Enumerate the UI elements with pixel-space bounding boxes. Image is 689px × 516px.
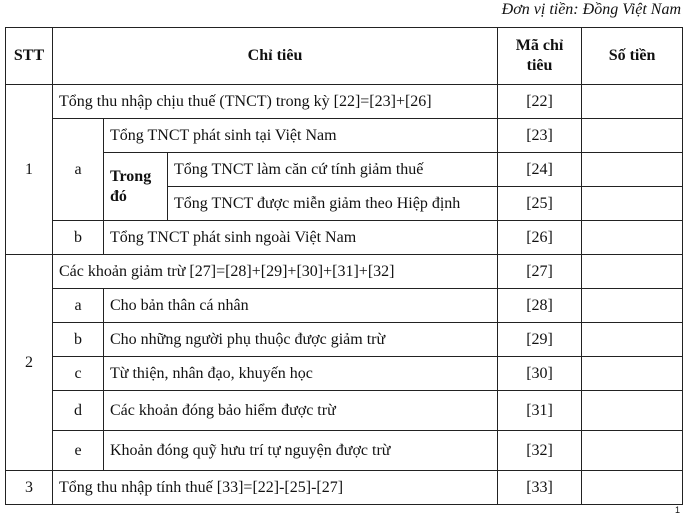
page-number: 1 [674, 505, 680, 515]
table-row [6, 357, 683, 391]
stt-cell: 2 [6, 255, 53, 471]
amount-cell[interactable] [582, 85, 683, 119]
amount-cell[interactable] [582, 153, 683, 187]
table-row [6, 431, 683, 471]
header-so-tien: Số tiền [582, 28, 683, 85]
sub-label-cell: e [53, 431, 104, 471]
item-text: Tổng TNCT được miễn giảm theo Hiệp định [168, 187, 498, 221]
amount-cell[interactable] [582, 255, 683, 289]
code-cell: [22] [498, 85, 582, 119]
table-row [6, 289, 683, 323]
code-cell: [33] [498, 471, 582, 505]
code-cell: [29] [498, 323, 582, 357]
code-cell: [32] [498, 431, 582, 471]
header-chi-tieu: Chỉ tiêu [53, 28, 498, 85]
code-cell: [24] [498, 153, 582, 187]
table-row [6, 153, 683, 187]
item-text: Khoản đóng quỹ hưu trí tự nguyện được trừ [104, 431, 498, 471]
table-row [6, 255, 683, 289]
code-cell: [30] [498, 357, 582, 391]
amount-cell[interactable] [582, 221, 683, 255]
code-cell: [31] [498, 391, 582, 431]
table-row [6, 221, 683, 255]
stt-cell: 1 [6, 85, 53, 255]
table-header-row [6, 28, 683, 85]
sub-label-cell: b [53, 221, 104, 255]
code-cell: [23] [498, 119, 582, 153]
section-title: Các khoản giảm trừ [27]=[28]+[29]+[30]+[31]+[32] [53, 255, 498, 289]
sub-label-cell: b [53, 323, 104, 357]
item-text: Tổng TNCT làm căn cứ tính giảm thuế [168, 153, 498, 187]
section-title: Tổng thu nhập tính thuế [33]=[22]-[25]-[27] [53, 471, 498, 505]
item-text: Các khoản đóng bảo hiểm được trừ [104, 391, 498, 431]
amount-cell[interactable] [582, 471, 683, 505]
tax-income-table [5, 27, 683, 505]
amount-cell[interactable] [582, 391, 683, 431]
item-text: Tổng TNCT phát sinh tại Việt Nam [104, 119, 498, 153]
table-row [6, 85, 683, 119]
item-text: Cho những người phụ thuộc được giảm trừ [104, 323, 498, 357]
currency-unit-note: Đơn vị tiền: Đồng Việt Nam [501, 1, 681, 18]
table-row [6, 471, 683, 505]
code-cell: [26] [498, 221, 582, 255]
stt-cell: 3 [6, 471, 53, 505]
header-stt: STT [6, 28, 53, 85]
amount-cell[interactable] [582, 119, 683, 153]
sub-label-cell: c [53, 357, 104, 391]
amount-cell[interactable] [582, 431, 683, 471]
table-row [6, 323, 683, 357]
code-cell: [28] [498, 289, 582, 323]
sub-label-cell: d [53, 391, 104, 431]
item-text: Từ thiện, nhân đạo, khuyến học [104, 357, 498, 391]
amount-cell[interactable] [582, 187, 683, 221]
amount-cell[interactable] [582, 357, 683, 391]
amount-cell[interactable] [582, 289, 683, 323]
sub-label-cell: a [53, 289, 104, 323]
code-cell: [27] [498, 255, 582, 289]
code-cell: [25] [498, 187, 582, 221]
amount-cell[interactable] [582, 323, 683, 357]
table-row [6, 119, 683, 153]
table-row [6, 391, 683, 431]
item-text: Cho bản thân cá nhân [104, 289, 498, 323]
sub-label-cell: a [53, 119, 104, 221]
section-title: Tổng thu nhập chịu thuế (TNCT) trong kỳ [22]=[23]+[26] [53, 85, 498, 119]
header-ma-chi-tieu: Mã chỉ tiêu [498, 28, 582, 85]
item-text: Tổng TNCT phát sinh ngoài Việt Nam [104, 221, 498, 255]
trong-do-cell: Trong đó [104, 153, 168, 221]
